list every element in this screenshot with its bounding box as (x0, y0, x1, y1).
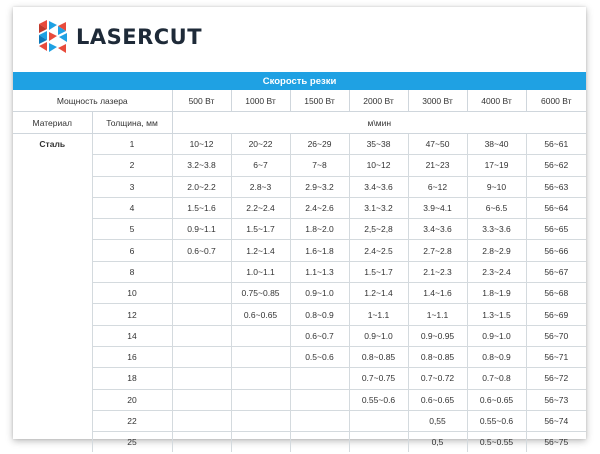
speed-cell: 0.6~0.65 (408, 389, 467, 410)
speed-cell: 20~22 (231, 134, 290, 155)
speed-cell: 10~12 (172, 134, 231, 155)
speed-cell: 0.9~1.0 (290, 283, 349, 304)
speed-cell: 0,5 (408, 432, 467, 453)
speed-cell: 0.6~0.65 (467, 389, 526, 410)
speed-cell: 3.2~3.8 (172, 155, 231, 176)
speed-cell: 0.8~0.85 (408, 346, 467, 367)
table-row (13, 261, 586, 282)
power-3000: 3000 Вт (408, 90, 467, 112)
speed-cell: 3.9~4.1 (408, 197, 467, 218)
thickness-cell: 22 (92, 410, 172, 431)
speed-cell: 56~75 (526, 432, 586, 453)
speed-cell (290, 389, 349, 410)
speed-cell: 56~73 (526, 389, 586, 410)
speed-cell: 6~6.5 (467, 197, 526, 218)
speed-cell: 1.2~1.4 (349, 283, 408, 304)
speed-cell: 0.6~0.7 (290, 325, 349, 346)
speed-cell: 1.1~1.3 (290, 261, 349, 282)
power-1500: 1500 Вт (290, 90, 349, 112)
table-row (13, 368, 586, 389)
speed-cell: 7~8 (290, 155, 349, 176)
power-2000: 2000 Вт (349, 90, 408, 112)
thickness-cell: 3 (92, 176, 172, 197)
thickness-cell: 10 (92, 283, 172, 304)
speed-cell: 6~7 (231, 155, 290, 176)
speed-cell (349, 410, 408, 431)
speed-cell: 0.9~0.95 (408, 325, 467, 346)
table-row (13, 176, 586, 197)
speed-cell: 56~65 (526, 219, 586, 240)
speed-cell: 0.8~0.9 (467, 346, 526, 367)
speed-cell: 1.6~1.8 (290, 240, 349, 261)
speed-cell: 0.9~1.0 (467, 325, 526, 346)
speed-cell: 1~1.1 (349, 304, 408, 325)
speed-cell: 2.4~2.6 (290, 197, 349, 218)
speed-cell (172, 389, 231, 410)
speed-cell: 56~70 (526, 325, 586, 346)
speed-cell: 0.7~0.8 (467, 368, 526, 389)
speed-cell (231, 389, 290, 410)
material-cell: Сталь (39, 139, 66, 149)
speed-cell: 2.1~2.3 (408, 261, 467, 282)
table-row (13, 240, 586, 261)
speed-cell: 56~72 (526, 368, 586, 389)
column-header-row (13, 112, 586, 134)
table-body (13, 134, 586, 453)
speed-cell: 47~50 (408, 134, 467, 155)
table-row (13, 410, 586, 431)
table-row (13, 304, 586, 325)
speed-cell: 1.5~1.7 (349, 261, 408, 282)
speed-cell (231, 368, 290, 389)
thickness-cell: 12 (92, 304, 172, 325)
power-header-row (13, 90, 586, 112)
speed-cell: 56~74 (526, 410, 586, 431)
speed-cell: 38~40 (467, 134, 526, 155)
speed-cell: 1.0~1.1 (231, 261, 290, 282)
speed-cell: 1.2~1.4 (231, 240, 290, 261)
speed-cell (290, 368, 349, 389)
speed-cell: 1.5~1.6 (172, 197, 231, 218)
brand-logo[interactable] (39, 20, 202, 54)
speed-cell (172, 368, 231, 389)
speed-cell: 35~38 (349, 134, 408, 155)
power-6000: 6000 Вт (526, 90, 586, 112)
thickness-cell: 6 (92, 240, 172, 261)
speed-cell: 3.1~3.2 (349, 197, 408, 218)
speed-cell: 0.55~0.6 (349, 389, 408, 410)
table-row (13, 283, 586, 304)
speed-cell: 2.8~3 (231, 176, 290, 197)
speed-cell: 0.5~0.6 (290, 346, 349, 367)
table-row (13, 346, 586, 367)
speed-cell: 1.5~1.7 (231, 219, 290, 240)
speed-cell: 56~62 (526, 155, 586, 176)
thickness-cell: 25 (92, 432, 172, 453)
speed-cell: 0.6~0.7 (172, 240, 231, 261)
speed-cell: 56~63 (526, 176, 586, 197)
speed-cell: 56~61 (526, 134, 586, 155)
speed-cell (290, 410, 349, 431)
speed-cell: 21~23 (408, 155, 467, 176)
power-label: Мощность лазера (13, 90, 172, 112)
speed-cell: 1.8~1.9 (467, 283, 526, 304)
speed-cell (231, 410, 290, 431)
speed-cell (290, 432, 349, 453)
speed-cell: 2.2~2.4 (231, 197, 290, 218)
speed-cell: 2.8~2.9 (467, 240, 526, 261)
speed-cell: 9~10 (467, 176, 526, 197)
speed-cell (172, 261, 231, 282)
speed-cell: 0,55 (408, 410, 467, 431)
brand-name: LASERCUT (76, 25, 203, 49)
speed-cell: 2.4~2.5 (349, 240, 408, 261)
table-row (13, 432, 586, 453)
speed-cell (349, 432, 408, 453)
speed-cell (172, 283, 231, 304)
speed-cell: 0.8~0.85 (349, 346, 408, 367)
speed-cell: 1~1.1 (408, 304, 467, 325)
speed-cell: 56~68 (526, 283, 586, 304)
thickness-cell: 14 (92, 325, 172, 346)
thickness-cell: 8 (92, 261, 172, 282)
thickness-cell: 16 (92, 346, 172, 367)
thickness-cell: 4 (92, 197, 172, 218)
thickness-cell: 20 (92, 389, 172, 410)
speed-cell: 3.4~3.6 (349, 176, 408, 197)
speed-cell (231, 346, 290, 367)
speed-cell: 2.7~2.8 (408, 240, 467, 261)
thickness-cell: 2 (92, 155, 172, 176)
speed-cell: 0.55~0.6 (467, 410, 526, 431)
power-1000: 1000 Вт (231, 90, 290, 112)
table-row (13, 155, 586, 176)
speed-cell: 56~69 (526, 304, 586, 325)
table-row (13, 325, 586, 346)
speed-cell: 56~71 (526, 346, 586, 367)
speed-cell (172, 410, 231, 431)
speed-cell: 26~29 (290, 134, 349, 155)
speed-cell: 0.7~0.72 (408, 368, 467, 389)
table-row (13, 219, 586, 240)
speed-cell: 2.9~3.2 (290, 176, 349, 197)
material-label: Материал (13, 112, 92, 134)
table-title: Скорость резки (13, 72, 586, 90)
speed-cell (231, 432, 290, 453)
speed-cell: 0.75~0.85 (231, 283, 290, 304)
table-row (13, 389, 586, 410)
thickness-cell: 5 (92, 219, 172, 240)
speed-cell (231, 325, 290, 346)
speed-cell (172, 325, 231, 346)
speed-cell: 6~12 (408, 176, 467, 197)
speed-cell (172, 432, 231, 453)
speed-cell: 17~19 (467, 155, 526, 176)
speed-cell: 0.6~0.65 (231, 304, 290, 325)
cutting-speed-table (13, 72, 586, 452)
table-row (13, 134, 586, 155)
speed-cell: 3.4~3.6 (408, 219, 467, 240)
speed-cell: 0.7~0.75 (349, 368, 408, 389)
speed-cell: 3.3~3.6 (467, 219, 526, 240)
speed-cell: 2,5~2,8 (349, 219, 408, 240)
speed-cell: 2.3~2.4 (467, 261, 526, 282)
speed-cell (172, 304, 231, 325)
speed-cell: 0.9~1.0 (349, 325, 408, 346)
power-4000: 4000 Вт (467, 90, 526, 112)
speed-cell: 2.0~2.2 (172, 176, 231, 197)
thickness-label: Толщина, мм (92, 112, 172, 134)
speed-cell: 56~67 (526, 261, 586, 282)
speed-cell: 1.8~2.0 (290, 219, 349, 240)
thickness-cell: 18 (92, 368, 172, 389)
speed-cell: 0.5~0.55 (467, 432, 526, 453)
cutting-speed-card (13, 7, 586, 448)
speed-cell: 56~66 (526, 240, 586, 261)
speed-cell (172, 346, 231, 367)
table-row (13, 197, 586, 218)
speed-cell: 1.3~1.5 (467, 304, 526, 325)
speed-cell: 10~12 (349, 155, 408, 176)
speed-cell: 0.9~1.1 (172, 219, 231, 240)
speed-cell: 56~64 (526, 197, 586, 218)
thickness-cell: 1 (92, 134, 172, 155)
table-title-row (13, 72, 586, 90)
lasercut-logo-icon (39, 20, 69, 54)
unit-label: м\мин (172, 112, 586, 134)
power-500: 500 Вт (172, 90, 231, 112)
speed-cell: 0.8~0.9 (290, 304, 349, 325)
speed-cell: 1.4~1.6 (408, 283, 467, 304)
